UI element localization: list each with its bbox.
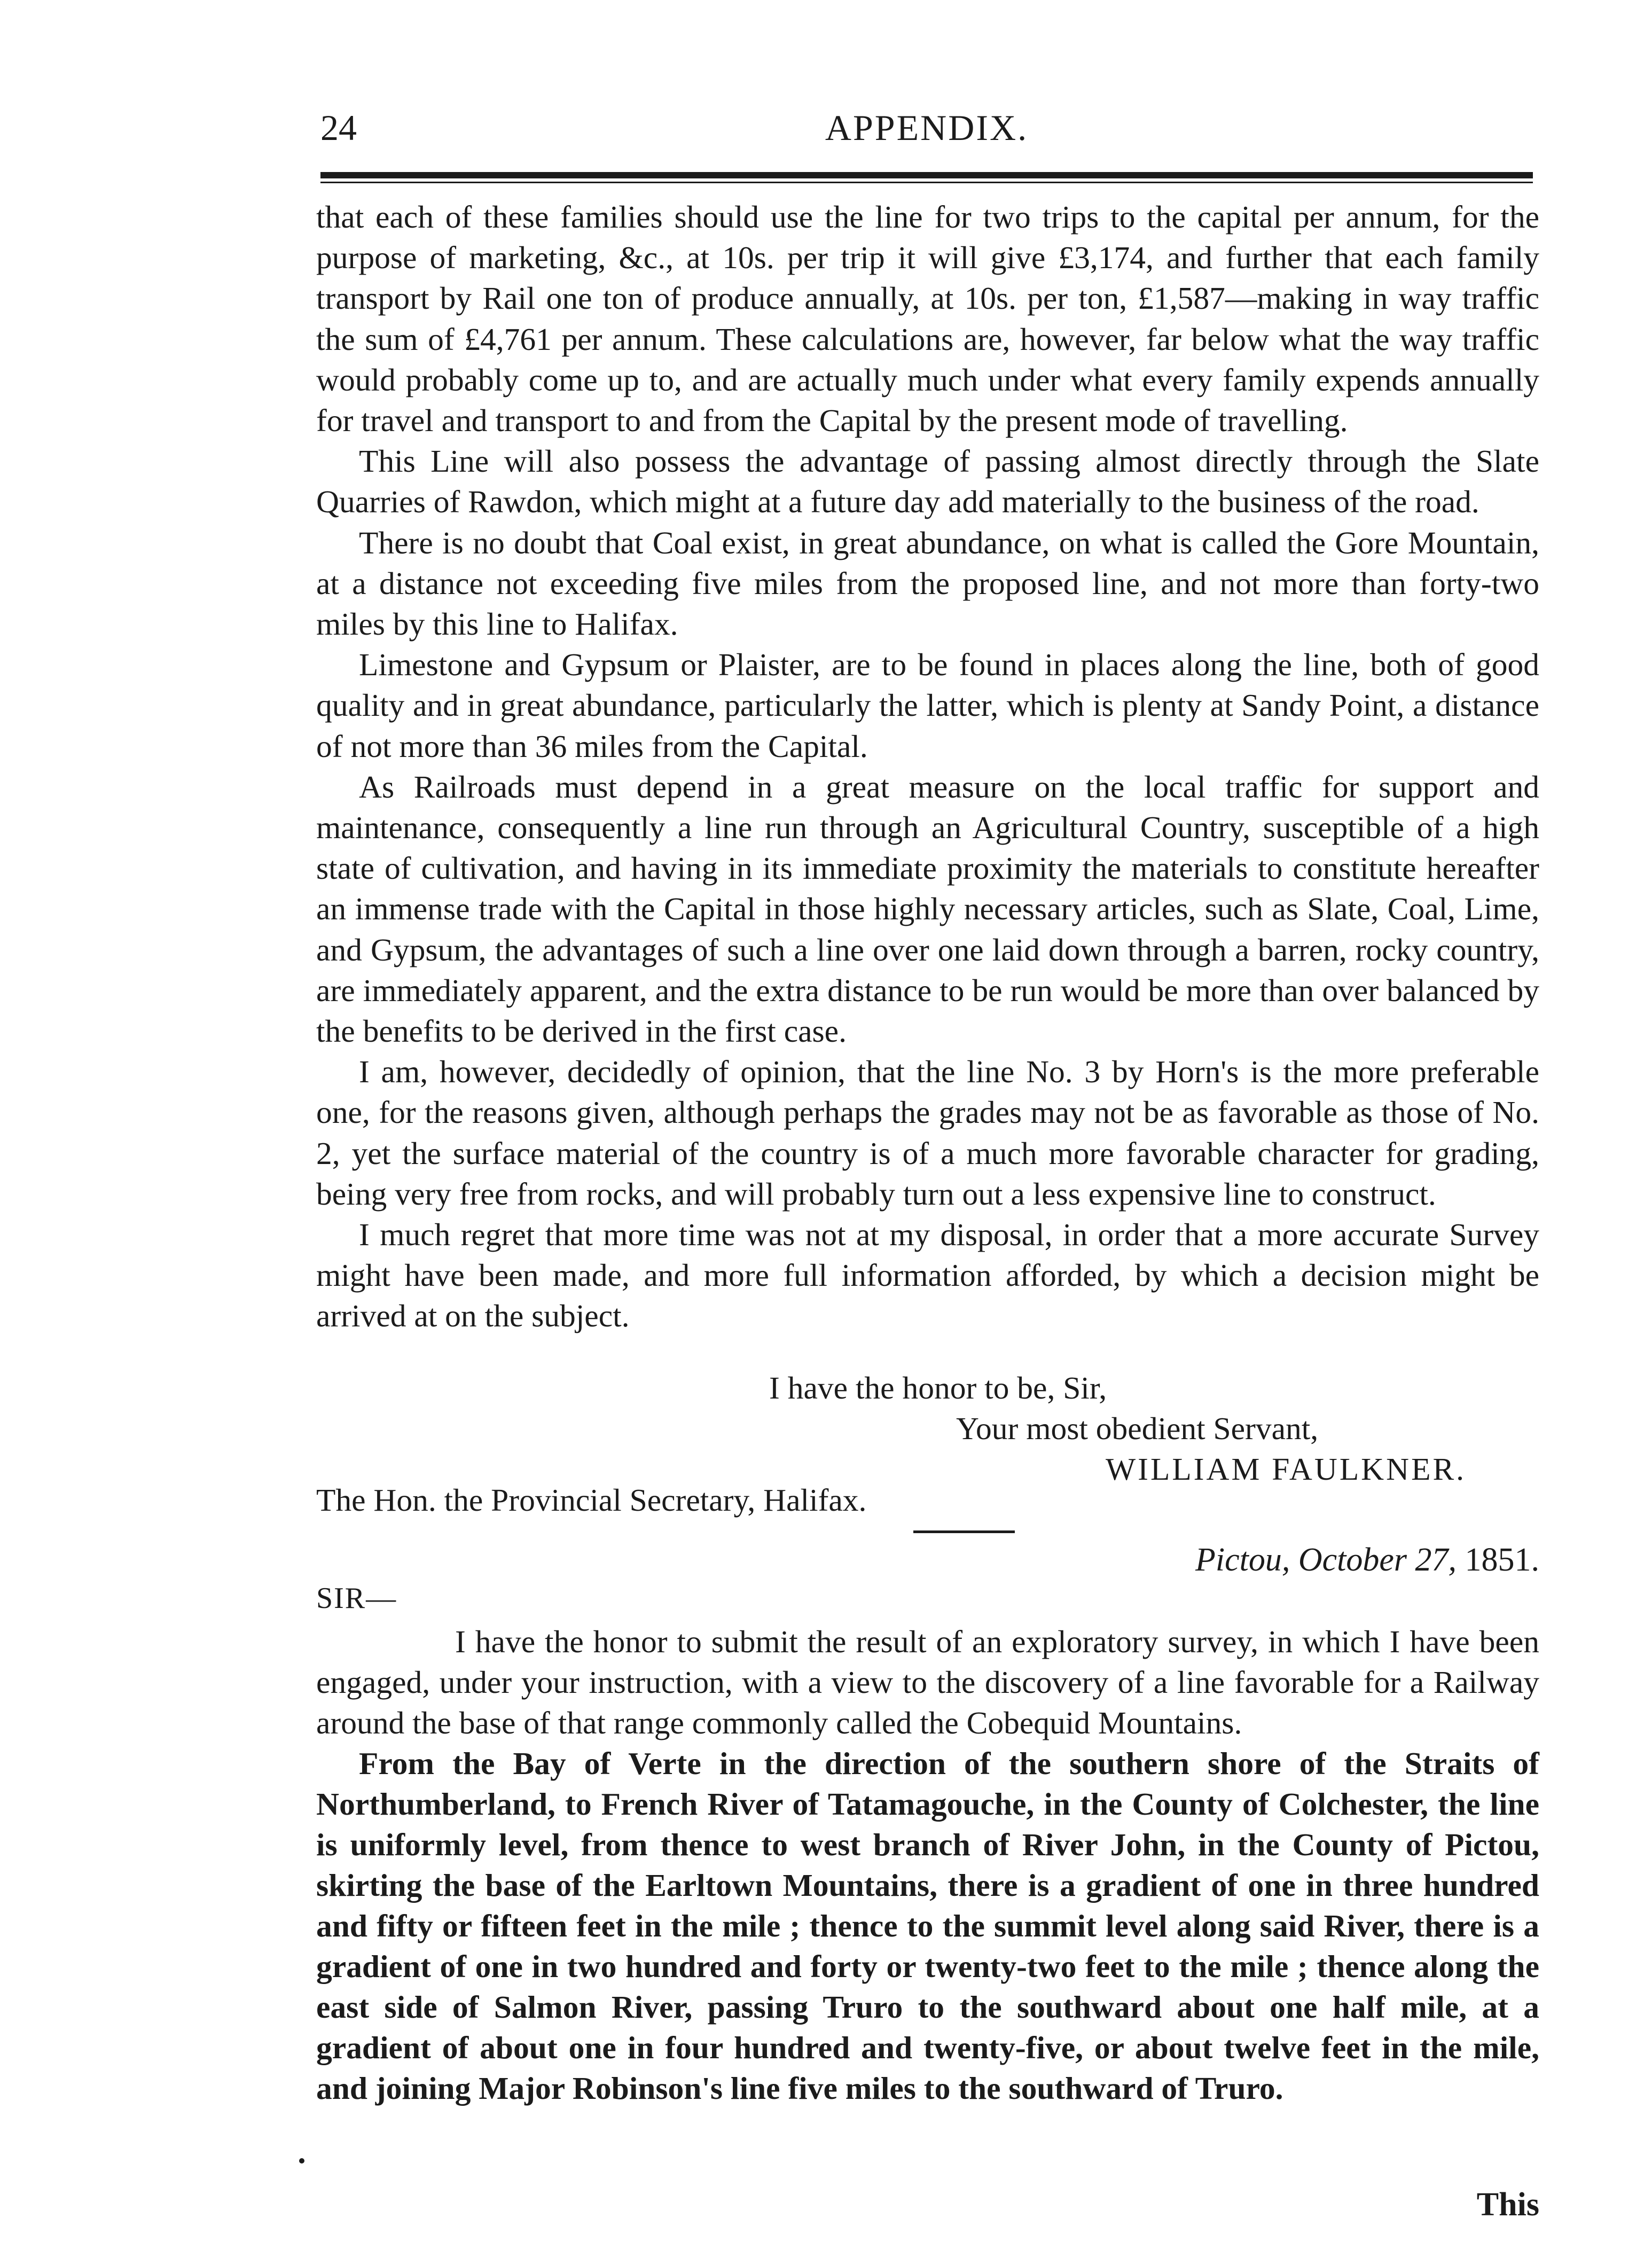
letter-two-body — [316, 1621, 1539, 2108]
bold-paragraph: From the Bay of Verte in the direction of the southern shore of the Straits of Northumberland, to French River of Tatamagouche, in the County of Colchester, the line is uniformly level, from thence to west branch of River John, in the County of Pictou, skirting the base of the Earltown Mountains, there is a gradient of one in three hundred and fifty or fifteen feet in the mile ; thence to the summit level along said River, there is a gradient of one in two hundred and forty or twenty-two feet to the mile ; thence along the east side of Salmon River, passing Truro to the southward about one half mile, at a gradient of about one in four hundred and twenty-five, or about twelve feet in the mile, and joining Major Robinson's line five miles to the southward of Truro. — [316, 1746, 1539, 2106]
paragraph: I have the honor to submit the result of an exploratory survey, in which I have been engaged, under your instruction, with a view to the discovery of a line favorable for a Railway around the base of that range commonly called the Cobequid Mountains. — [316, 1624, 1539, 1740]
header-rule-thin — [320, 182, 1533, 183]
catchword: This — [1476, 2186, 1539, 2223]
paragraph: This Line will also possess the advantage of passing almost directly through the Slate Quarries of Rawdon, which might at a future day add materially to the business of the road. — [316, 443, 1539, 520]
running-title: APPENDIX. — [825, 107, 1029, 148]
date-year: 1851. — [1465, 1542, 1539, 1578]
paragraph: As Railroads must depend in a great measure on the local traffic for support and maintenance, consequently a line run through an Agricultural Country, susceptible of a high state of cultivation, and having in its immediate proximity the materials to constitute hereafter an immense trade with the Capital in those highly necessary articles, such as Slate, Coal, Lime, and Gypsum, the advantages of such a line over one laid down through a barren, rocky country, are immediately apparent, and the extra distance to be run would be more than over balanced by the benefits to be derived in the first case. — [316, 769, 1539, 1049]
paragraph: There is no doubt that Coal exist, in great abundance, on what is called the Gore Mountain, at a distance not exceeding five miles from the proposed line, and not more than forty-two miles by this line to Halifax. — [316, 525, 1539, 642]
page-header — [320, 107, 1533, 166]
dateline — [1132, 1538, 1539, 1581]
paragraph: that each of these families should use the line for two trips to the capital per annum, for the purpose of marketing, &c., at 10s. per trip it will give £3,174, and further that each family transport by Rail one ton of produce annually, at 10s. per ton, £1,587—making in way traffic the sum of £4,761 per annum. These calculations are, however, far below what the way traffic would probably come up to, and are actually much under what every family expends annually for travel and transport to and from the Capital by the present mode of travelling. — [316, 199, 1539, 439]
header-rule-thick — [320, 172, 1533, 178]
paragraph: I much regret that more time was not at my disposal, in order that a more accurate Survey might have been made, and more full information afforded, by which a decision might be arrived at on the subject. — [316, 1217, 1539, 1334]
page-number: 24 — [320, 107, 357, 148]
salutation: SIR— — [316, 1582, 397, 1615]
section-separator — [913, 1530, 1015, 1533]
paragraph: Limestone and Gypsum or Plaister, are to be found in places along the line, both of good quality and in great abundance, particularly the latter, which is plenty at Sandy Point, a distance of not more than 36 miles from the Capital. — [316, 647, 1539, 764]
paragraph: I am, however, decidedly of opinion, that the line No. 3 by Horn's is the more preferable one, for the reasons given, although perhaps the grades may not be as favorable as those of No. 2, yet the surface material of the country is of a much more favorable character for grading, being very free from rocks, and will probably turn out a less expensive line to construct. — [316, 1054, 1539, 1212]
place-date: Pictou, October 27, — [1195, 1542, 1457, 1578]
letter-one-body — [316, 197, 1539, 1337]
letter-closing: I have the honor to be, Sir, — [769, 1370, 1107, 1405]
signature: WILLIAM FAULKNER. — [1106, 1451, 1467, 1487]
letter-valediction: Your most obedient Servant, — [956, 1411, 1319, 1446]
addressee: The Hon. the Provincial Secretary, Halifax. — [316, 1482, 867, 1518]
margin-mark — [299, 2158, 304, 2164]
